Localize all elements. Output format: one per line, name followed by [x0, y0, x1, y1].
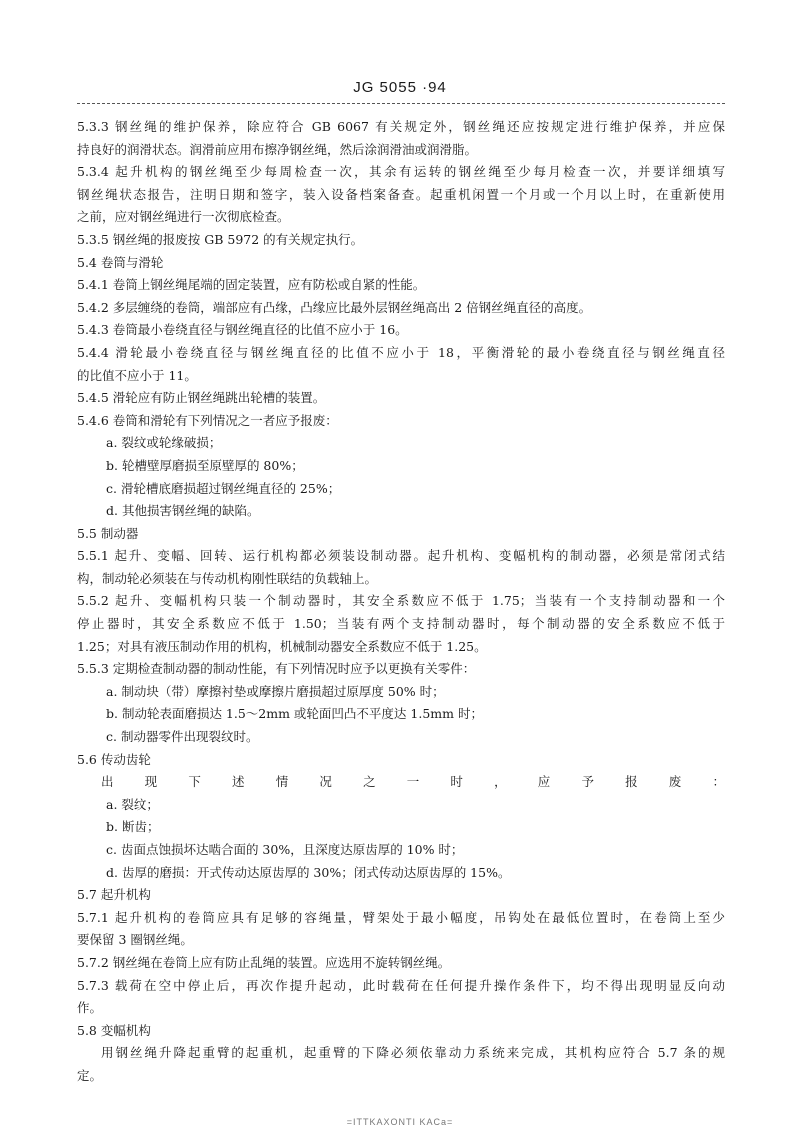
text-line: 1.25；对具有液压制动作用的机构，机械制动器安全系数应不低于 1.25。	[77, 638, 487, 654]
footer-watermark: =ITTKAXONTI KACa=	[346, 1117, 454, 1127]
text-line: d. 齿厚的磨损：开式传动达原齿厚的 30%；闭式传动达原齿厚的 15%。	[106, 864, 511, 880]
text-line: b. 断齿；	[106, 819, 160, 835]
text-line: 5.8 变幅机构	[77, 1022, 151, 1038]
text-line: 5.4.3 卷筒最小卷绕直径与钢丝绳直径的比值不应小于 16。	[77, 322, 408, 338]
text-line: 的比值不应小于 11。	[77, 367, 197, 383]
text-line: a. 裂纹或轮缘破损；	[106, 435, 222, 451]
text-line: 5.3.3 钢丝绳的维护保养，除应符合 GB 6067 有关规定外，钢丝绳还应按规定进行维护保养，并应保	[77, 119, 725, 134]
header-rule	[77, 103, 725, 104]
text-line: 5.4.1 卷筒上钢丝绳尾端的固定装置，应有防松或自紧的性能。	[77, 277, 426, 293]
text-line: d. 其他损害钢丝绳的缺陷。	[106, 503, 260, 519]
text-line: 5.5.2 起升、变幅机构只装一个制动器时，其安全系数应不低于 1.75；当装有一个支持制动器和一个	[77, 593, 725, 609]
document-body	[77, 116, 725, 1088]
text-line: 5.5.1 起升、变幅、回转、运行机构都必须装设制动器。起升机构、变幅机构的制动器，必须是常闭式结	[77, 548, 725, 564]
text-line: 5.7.2 钢丝绳在卷筒上应有防止乱绳的装置。应选用不旋转钢丝绳。	[77, 954, 451, 970]
text-line: 5.3.5 钢丝绳的报废按 GB 5972 的有关规定执行。	[77, 231, 364, 247]
text-line: 5.4.2 多层缠绕的卷筒，端部应有凸缘，凸缘应比最外层钢丝绳高出 2 倍钢丝绳直径的高度。	[77, 299, 592, 315]
text-line: 停止器时，其安全系数应不低于 1.50；当装有两个支持制动器时，每个制动器的安全系数应不低于	[77, 616, 725, 632]
text-line: 5.3.4 起升机构的钢丝绳至少每周检查一次，其余有运转的钢丝绳至少每月检查一次，并要详细填写	[77, 164, 725, 180]
page-header-standard-code: JG 5055 ·94	[353, 79, 447, 96]
text-line: a. 制动块（带）摩擦衬垫或摩擦片磨损超过原厚度 50% 时；	[106, 683, 445, 699]
text-line: 5.5.3 定期检查制动器的制动性能，有下列情况时应予以更换有关零件：	[77, 661, 476, 677]
text-line: a. 裂纹；	[106, 796, 159, 812]
text-line: 5.7.3 载荷在空中停止后，再次作提升起动，此时载荷在任何提升操作条件下，均不得出现明显反向动	[77, 977, 725, 993]
text-line: 5.6 传动齿轮	[77, 751, 151, 767]
text-line: c. 制动器零件出现裂纹时。	[106, 729, 259, 745]
text-line: 之前，应对钢丝绳进行一次彻底检查。	[77, 209, 290, 225]
text-line: 5.4.4 滑轮最小卷绕直径与钢丝绳直径的比值不应小于 18，平衡滑轮的最小卷绕直径与钢丝绳直径	[77, 344, 725, 360]
text-line: 5.7 起升机构	[77, 887, 151, 903]
text-line: b. 轮槽壁厚磨损至原壁厚的 80%；	[106, 457, 304, 473]
text-line: 定。	[77, 1067, 103, 1083]
text-line: 5.5 制动器	[77, 525, 139, 541]
text-line: 5.7.1 起升机构的卷筒应具有足够的容绳量，臂架处于最小幅度，吊钩处在最低位置时，在卷筒上至少	[77, 909, 725, 925]
text-line: 钢丝绳状态报告，注明日期和签字，装入设备档案备查。起重机闲置一个月或一个月以上时，在重新使用	[77, 186, 725, 202]
text-line: 用钢丝绳升降起重臂的起重机，起重臂的下降必须依靠动力系统来完成，其机构应符合 5.7 条的规	[101, 1045, 725, 1061]
text-line: c. 滑轮槽底磨损超过钢丝绳直径的 25%；	[106, 480, 341, 496]
text-line: 持良好的润滑状态。润滑前应用布擦净钢丝绳，然后涂润滑油或润滑脂。	[77, 141, 478, 157]
text-line: 构，制动轮必须装在与传动机构刚性联结的负载轴上。	[77, 570, 378, 586]
text-line: 5.4.6 卷筒和滑轮有下列情况之一者应予报废：	[77, 412, 338, 428]
text-line: 作。	[77, 1000, 103, 1016]
text-line: c. 齿面点蚀损坏达啮合面的 30%，且深度达原齿厚的 10% 时；	[106, 842, 464, 857]
text-line: 5.4 卷筒与滑轮	[77, 254, 164, 270]
text-line: b. 制动轮表面磨损达 1.5～2mm 或轮面凹凸不平度达 1.5mm 时；	[106, 706, 483, 722]
text-line: 5.4.5 滑轮应有防止钢丝绳跳出轮槽的装置。	[77, 390, 326, 406]
text-line: 出现下述情况之一时，应予报废：	[101, 774, 725, 790]
text-line: 要保留 3 圈钢丝绳。	[77, 932, 193, 948]
